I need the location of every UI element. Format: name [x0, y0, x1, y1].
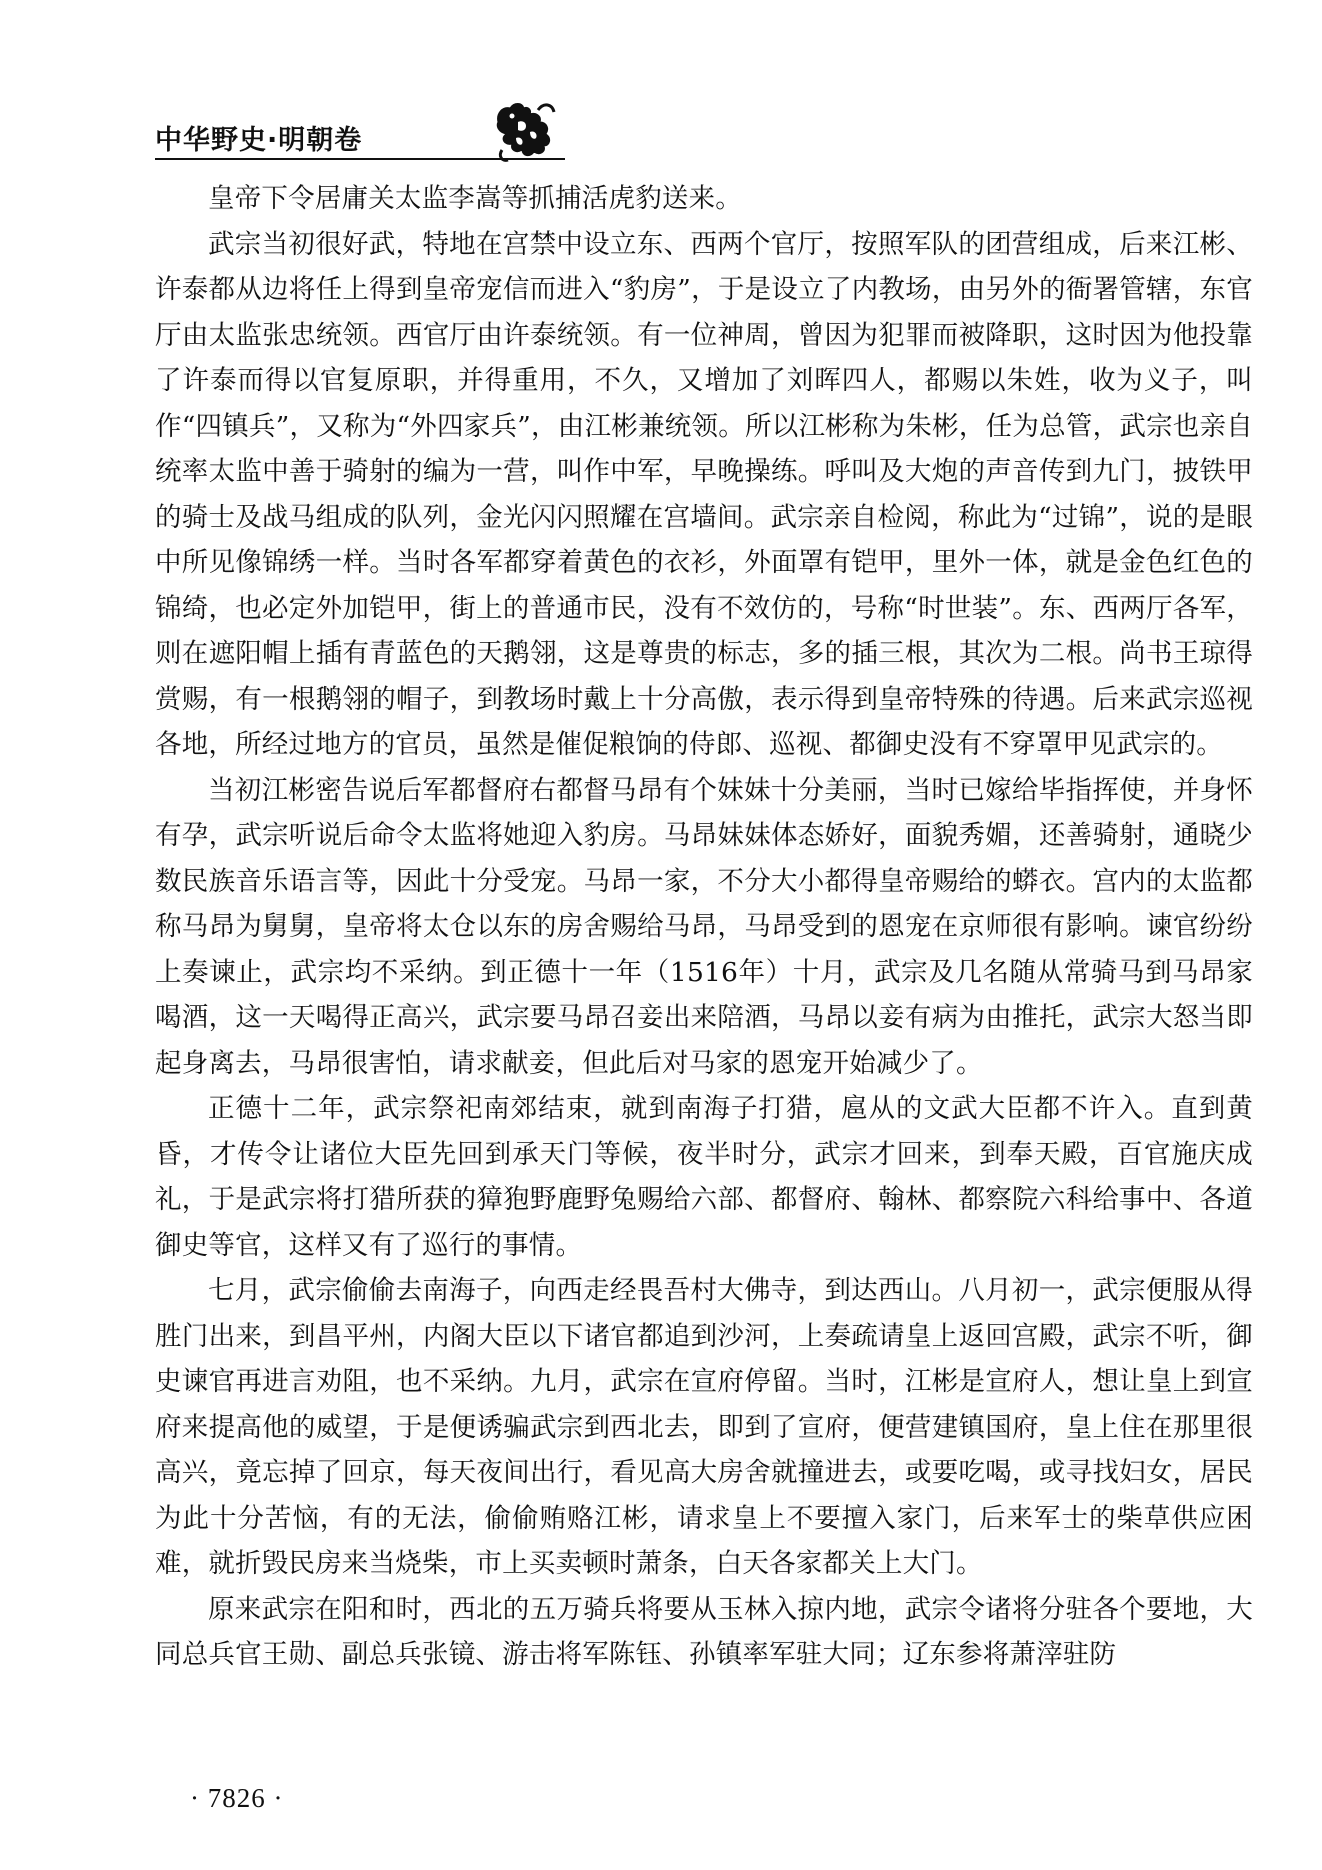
- page-number: · 7826 ·: [190, 1783, 284, 1813]
- paragraph: 正德十二年，武宗祭祀南郊结束，就到南海子打猎，扈从的文武大臣都不许入。直到黄昏，才传令让诸位大臣先回到承天门等候，夜半时分，武宗才回来，到奉天殿，百官施庆成礼，于是武宗将打猎所获的獐狍野鹿野兔赐给六部、都督府、翰林、都察院六科给事中、各道御史等官，这样又有了巡行的事情。: [155, 1093, 1253, 1261]
- paragraph: 原来武宗在阳和时，西北的五万骑兵将要从玉林入掠内地，武宗令诸将分驻各个要地，大同总兵官王勋、副总兵张镜、游击将军陈钰、孙镇率军驻大同；辽东参将萧滓驻防: [155, 1593, 1253, 1670]
- dragon-icon: [490, 92, 562, 164]
- paragraph: 皇帝下令居庸关太监李嵩等抓捕活虎豹送来。: [208, 183, 742, 214]
- paragraph: 七月，武宗偷偷去南海子，向西走经畏吾村大佛寺，到达西山。八月初一，武宗便服从得胜门出来，到昌平州，内阁大臣以下诸官都追到沙河，上奏疏请皇上返回宫殿，武宗不听，御史谏官再进言劝阻，也不采纳。九月，武宗在宣府停留。当时，江彬是宣府人，想让皇上到宣府来提高他的威望，于是便诱骗武宗到西北去，即到了宣府，便营建镇国府，皇上住在那里很高兴，竟忘掉了回京，每天夜间出行，看见高大房舍就撞进去，或要吃喝，或寻找妇女，居民为此十分苦恼，有的无法，偷偷贿赂江彬，请求皇上不要擅入家门，后来军士的柴草供应困难，就折毁民房来当烧柴，市上买卖顿时萧条，白天各家都关上大门。: [155, 1275, 1253, 1579]
- paragraph: 当初江彬密告说后军都督府右都督马昂有个妹妹十分美丽，当时已嫁给毕指挥使，并身怀有孕，武宗听说后命令太监将她迎入豹房。马昂妹妹体态娇好，面貌秀媚，还善骑射，通晓少数民族音乐语言等，因此十分受宠。马昂一家，不分大小都得皇帝赐给的蟒衣。宫内的太监都称马昂为舅舅，皇帝将太仓以东的房舍赐给马昂，马昂受到的恩宠在京师很有影响。谏官纷纷上奏谏止，武宗均不采纳。到正德十一年（1516年）十月，武宗及几名随从常骑马到马昂家喝酒，这一天喝得正高兴，武宗要马昂召妾出来陪酒，马昂以妾有病为由推托，武宗大怒当即起身离去，马昂很害怕，请求献妾，但此后对马家的恩宠开始减少了。: [155, 774, 1253, 1079]
- paragraph: 武宗当初很好武，特地在宫禁中设立东、西两个官厅，按照军队的团营组成，后来江彬、许泰都从边将任上得到皇帝宠信而进入“豹房”，于是设立了内教场，由另外的衙署管辖，东官厅由太监张忠统领。西官厅由许泰统领。有一位神周，曾因为犯罪而被降职，这时因为他投靠了许泰而得以官复原职，并得重用，不久，又增加了刘晖四人，都赐以朱姓，收为义子，叫作“四镇兵”，又称为“外四家兵”，由江彬兼统领。所以江彬称为朱彬，任为总管，武宗也亲自统率太监中善于骑射的编为一营，叫作中军，早晚操练。呼叫及大炮的声音传到九门，披铁甲的骑士及战马组成的队列，金光闪闪照耀在宫墙间。武宗亲自检阅，称此为“过锦”，说的是眼中所见像锦绣一样。当时各军都穿着黄色的衣衫，外面罩有铠甲，里外一体，就是金色红色的锦绮，也必定外加铠甲，街上的普通市民，没有不效仿的，号称“时世装”。东、西两厅各军，则在遮阳帽上插有青蓝色的天鹅翎，这是尊贵的标志，多的插三根，其次为二根。尚书王琼得赏赐，有一根鹅翎的帽子，到教场时戴上十分高傲，表示得到皇帝特殊的待遇。后来武宗巡视各地，所经过地方的官员，虽然是催促粮饷的侍郎、巡视、都御史没有不穿罩甲见武宗的。: [155, 228, 1253, 760]
- header-title: 中华野史·明朝卷: [155, 125, 363, 156]
- body-text: [155, 176, 1253, 1678]
